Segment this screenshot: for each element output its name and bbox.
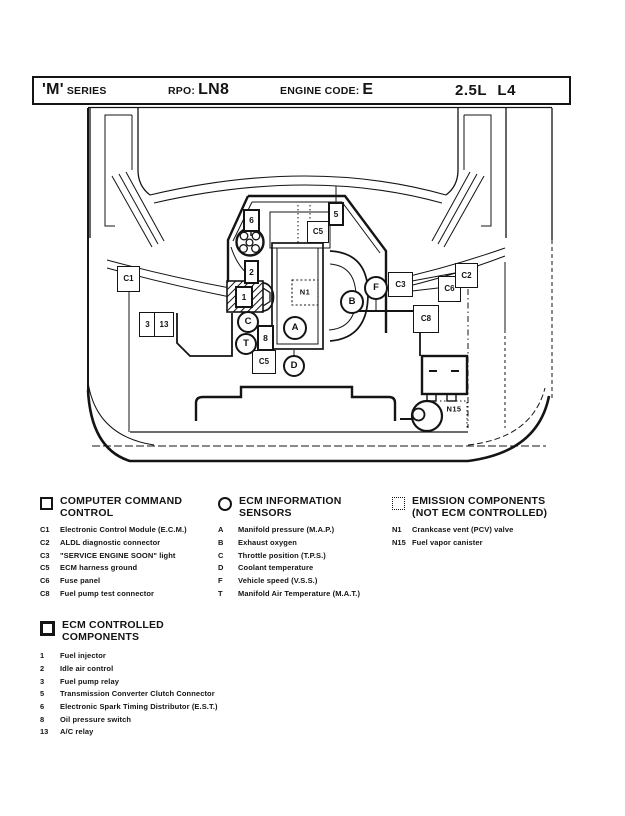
legend-item-list xyxy=(392,525,547,550)
legend-item-text: Manifold pressure (M.A.P.) xyxy=(238,525,335,535)
legend-item-code: T xyxy=(218,588,223,598)
legend-item-text: Transmission Converter Clutch Connector xyxy=(60,689,215,699)
legend-ecm-controlled-components xyxy=(40,620,218,740)
component-marker-c6: C6 xyxy=(438,276,461,302)
legend-item-8 xyxy=(40,715,218,728)
legend-item-code: 5 xyxy=(40,689,45,699)
sensor-marker-a: A xyxy=(283,316,307,340)
sensor-marker-t: T xyxy=(235,333,257,355)
legend-item-code: N15 xyxy=(392,537,406,547)
legend-emission-components xyxy=(392,496,547,551)
legend-item-n1 xyxy=(392,525,547,538)
legend-item-text: Vehicle speed (V.S.S.) xyxy=(238,575,318,585)
legend-item-text: Fuel injector xyxy=(60,651,106,661)
legend-title xyxy=(62,620,164,643)
legend-item-code: 1 xyxy=(40,651,45,661)
legend-header xyxy=(40,496,187,519)
dotted-square-icon xyxy=(392,497,405,510)
legend-item-code: F xyxy=(218,575,223,585)
circle-outline-icon xyxy=(218,497,232,511)
component-marker-c8: C8 xyxy=(413,305,439,333)
series-name: 'M' xyxy=(42,81,64,98)
legend-item-text: "SERVICE ENGINE SOON" light xyxy=(60,550,176,560)
engine-code-value: E xyxy=(362,81,374,98)
legend-title-line: COMPONENTS xyxy=(62,630,140,643)
legend-item-text: A/C relay xyxy=(60,727,94,737)
legend-header xyxy=(40,620,218,643)
legend-item-code: C3 xyxy=(40,550,50,560)
sensor-marker-f: F xyxy=(364,276,388,300)
legend-item-n15 xyxy=(392,538,547,551)
legend-title-line: ECM INFORMATION xyxy=(239,495,342,507)
legend-item-code: 13 xyxy=(40,727,49,737)
legend-item-c1 xyxy=(40,525,187,538)
component-marker-c2: C2 xyxy=(455,263,478,288)
legend-item-list xyxy=(40,525,187,601)
legend-computer-command-control xyxy=(40,496,187,601)
emission-marker-n15: N15 xyxy=(446,404,462,414)
rpo-label: RPO: xyxy=(168,85,196,97)
legend-item-code: C xyxy=(218,550,224,560)
legend-title-line: (NOT ECM CONTROLLED) xyxy=(412,506,548,519)
legend-item-t xyxy=(218,589,360,602)
legend-item-d xyxy=(218,563,360,576)
legend-header xyxy=(392,496,547,519)
legend-item-c2 xyxy=(40,538,187,551)
legend-item-b xyxy=(218,538,360,551)
legend-title-line: SENSORS xyxy=(239,506,292,519)
legend-item-list xyxy=(218,525,360,601)
title-bar xyxy=(32,76,571,105)
legend-item-code: 3 xyxy=(40,676,45,686)
legend-item-code: 8 xyxy=(40,714,45,724)
legend-item-c xyxy=(218,551,360,564)
legend-item-text: Crankcase vent (PCV) valve xyxy=(412,525,514,535)
legend-item-c5 xyxy=(40,563,187,576)
legend-item-5 xyxy=(40,689,218,702)
legend-item-c6 xyxy=(40,576,187,589)
legend-item-f xyxy=(218,576,360,589)
component-marker-8: 8 xyxy=(257,325,274,351)
displacement: 2.5L L4 xyxy=(455,82,516,99)
component-marker-c3: C3 xyxy=(388,272,413,297)
component-marker-c5: C5 xyxy=(252,350,276,374)
legend-item-code: A xyxy=(218,525,224,535)
legend-item-code: C8 xyxy=(40,588,50,598)
legend-item-text: Fuel vapor canister xyxy=(412,537,483,547)
component-marker-c5: C5 xyxy=(307,221,329,243)
legend-item-text: ALDL diagnostic connector xyxy=(60,537,161,547)
legend-item-6 xyxy=(40,702,218,715)
legend-item-text: Fuel pump test connector xyxy=(60,588,155,598)
legend-item-text: Fuel pump relay xyxy=(60,676,120,686)
legend-item-a xyxy=(218,525,360,538)
square-outline-icon xyxy=(40,497,53,510)
legend-title-line: CONTROL xyxy=(60,506,114,519)
component-marker-13: 13 xyxy=(154,312,174,337)
legend-item-text: Oil pressure switch xyxy=(60,714,132,724)
legend-item-text: Idle air control xyxy=(60,663,114,673)
engine-code-group xyxy=(280,81,373,99)
sensor-marker-d: D xyxy=(283,355,305,377)
legend-item-text: Exhaust oxygen xyxy=(238,537,297,547)
series-word: SERIES xyxy=(66,85,107,97)
sensor-marker-c: C xyxy=(237,311,259,333)
legend-item-code: C1 xyxy=(40,525,50,535)
legend-title-line: EMISSION COMPONENTS xyxy=(412,495,546,507)
component-marker-1: 1 xyxy=(235,286,253,308)
rpo-label-group xyxy=(168,81,229,99)
legend-item-code: D xyxy=(218,563,224,573)
engine-code-label: ENGINE CODE: xyxy=(280,85,360,97)
legend-title xyxy=(239,496,342,519)
legend-item-code: C6 xyxy=(40,575,50,585)
component-marker-c1: C1 xyxy=(117,266,140,292)
sensor-marker-b: B xyxy=(340,290,364,314)
legend-item-text: Electronic Control Module (E.C.M.) xyxy=(60,525,187,535)
thick-square-icon xyxy=(40,621,55,636)
legend-item-3 xyxy=(40,677,218,690)
component-marker-6: 6 xyxy=(243,209,260,232)
legend-header xyxy=(218,496,360,519)
legend-item-text: Electronic Spark Timing Distributor (E.S.T.) xyxy=(60,701,218,711)
displacement-group xyxy=(455,82,516,99)
legend-item-c8 xyxy=(40,589,187,602)
legend-item-code: B xyxy=(218,537,224,547)
legend-item-2 xyxy=(40,664,218,677)
legend-item-c3 xyxy=(40,551,187,564)
legend-title xyxy=(60,496,182,519)
legend-item-code: C5 xyxy=(40,563,50,573)
legend-item-code: N1 xyxy=(392,525,402,535)
legend-item-text: Throttle position (T.P.S.) xyxy=(238,550,326,560)
legend-item-code: 6 xyxy=(40,701,45,711)
legend-item-list xyxy=(40,651,218,740)
legend-item-text: Manifold Air Temperature (M.A.T.) xyxy=(238,588,361,598)
legend-item-code: C2 xyxy=(40,537,50,547)
legend-title-line: COMPUTER COMMAND xyxy=(60,495,183,507)
legend-item-1 xyxy=(40,651,218,664)
legend-title xyxy=(412,496,547,519)
legend-item-text: ECM harness ground xyxy=(60,563,138,573)
legend-ecm-information-sensors xyxy=(218,496,360,601)
legend-item-code: 2 xyxy=(40,663,45,673)
legend-title-line: ECM CONTROLLED xyxy=(62,619,164,631)
emission-marker-n1: N1 xyxy=(299,287,311,297)
component-marker-2: 2 xyxy=(244,260,259,284)
legend-item-text: Fuse panel xyxy=(60,575,101,585)
component-marker-3: 3 xyxy=(139,312,156,337)
legend-item-13 xyxy=(40,727,218,740)
series-label xyxy=(42,81,107,99)
legend-item-text: Coolant temperature xyxy=(238,563,314,573)
component-marker-5: 5 xyxy=(328,202,344,226)
rpo-value: LN8 xyxy=(198,81,230,98)
